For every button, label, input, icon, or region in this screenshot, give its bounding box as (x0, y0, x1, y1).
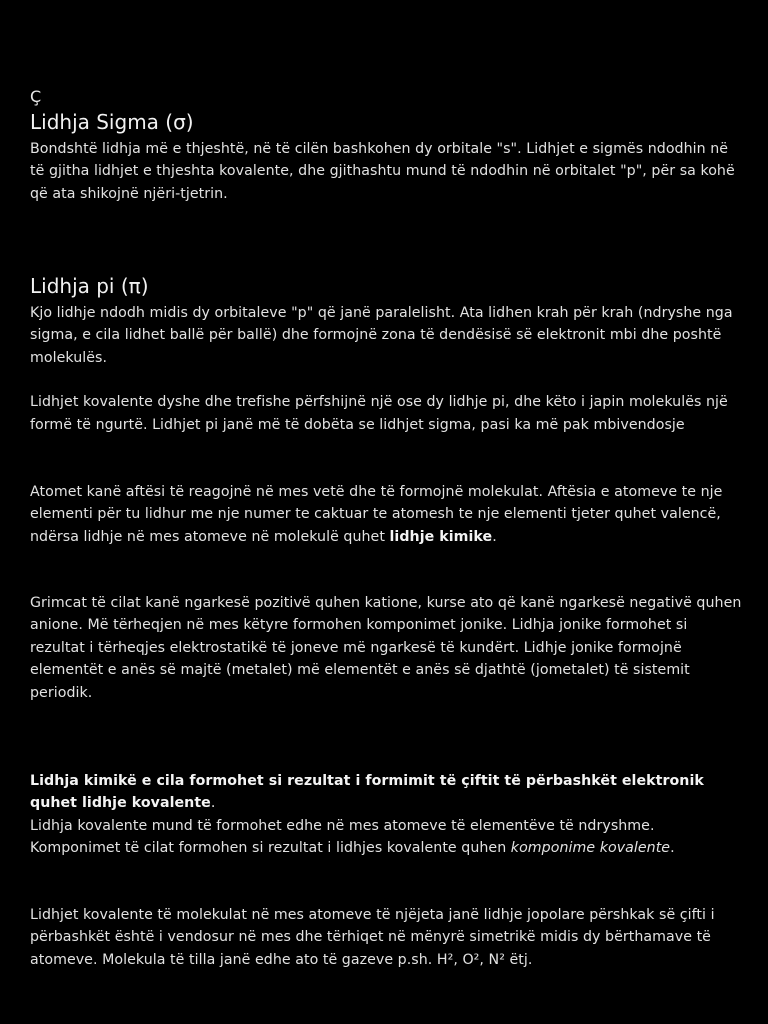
valence-bold-term: lidhje kimike (389, 528, 493, 545)
pi-section (30, 273, 742, 436)
valence-text: Atomet kanë aftësi të reagojnë në mes vetë dhe të formojnë molekulat. Aftësia e atomeve te nje elementi për tu lidhur me nje numer te caktuar te atomesh te nje elementi tjeter quhet valencë, ndërsa lidhje në mes atomeve në molekulë quhet (30, 484, 723, 545)
pi-paragraph: Kjo lidhje ndodh midis dy orbitaleve "p" që janë paralelisht. Ata lidhen krah për krah (ndryshe nga sigma, e cila lidhet ballë për ballë) dhe formojnë zona të dendësisë së elektronit mbi dhe poshtë molekulës. (30, 305, 733, 366)
covalent-definition (30, 770, 742, 815)
sigma-paragraph: Bondshtë lidhja më e thjeshtë, në të cilën bashkohen dy orbitale "s". Lidhjet e sigmës ndodhin në të gjitha lidhjet e thjeshta kovalente, dhe gjithashtu mund të ndodhin në orbitalet "p", për sa kohë që ata shikojnë njëri-tjetrin. (30, 141, 735, 202)
sigma-heading: Lidhja Sigma (σ) (30, 110, 194, 134)
ionic-paragraph: Grimcat të cilat kanë ngarkesë pozitivë quhen katione, kurse ato që kanë ngarkesë negativë quhen anione. Më tërheqjen në mes këtyre formohen komponimet jonike. Lidhja jonike formohet si rezultat i tërheqjes elektrostatikë të joneve më ngarkesë të kundërt. Lidhje jonike formojnë elementët e anës së majtë (metalet) më elementët e anës së djathtë (jometalet) të sistemit periodik. (30, 595, 742, 701)
pi-paragraph-2: Lidhjet kovalente dyshe dhe trefishe përfshijnë një ose dy lidhje pi, dhe këto i japin molekulës një formë të ngurtë. Lidhjet pi janë më të dobëta se lidhjet sigma, pasi ka më pak mbivendosje (30, 394, 728, 433)
covalent-line-3-end: . (670, 840, 675, 857)
valence-end: . (492, 528, 497, 545)
sigma-section (30, 109, 742, 205)
valence-paragraph (30, 481, 742, 548)
covalent-line-3-text: Komponimet të cilat formohen si rezultat i lidhjes kovalente quhen (30, 840, 511, 857)
covalent-italic-term: komponime kovalente (510, 840, 671, 857)
covalent-line-3 (30, 837, 742, 859)
pi-heading: Lidhja pi (π) (30, 274, 149, 298)
covalent-bold-end: . (210, 795, 216, 812)
covalent-section (30, 770, 742, 860)
nonpolar-paragraph: Lidhjet kovalente të molekulat në mes atomeve të njëjeta janë lidhje jopolare përshkak së çifti i përbashkët është i vendosur në mes dhe tërhiqet në mënyrë simetrikë midis dy bërthamave të atomeve. Molekula të tilla janë edhe ato të gazeve p.sh. H², O², N² ëtj. (30, 907, 715, 968)
covalent-line-2: Lidhja kovalente mund të formohet edhe në mes atomeve të elementëve të ndryshme. (30, 817, 655, 834)
covalent-bold-definition: Lidhja kimikë e cila formohet si rezultat i formimit të çiftit të përbashkët elektronik quhet lidhje kovalente (30, 773, 704, 812)
stray-character: Ç (30, 87, 42, 106)
